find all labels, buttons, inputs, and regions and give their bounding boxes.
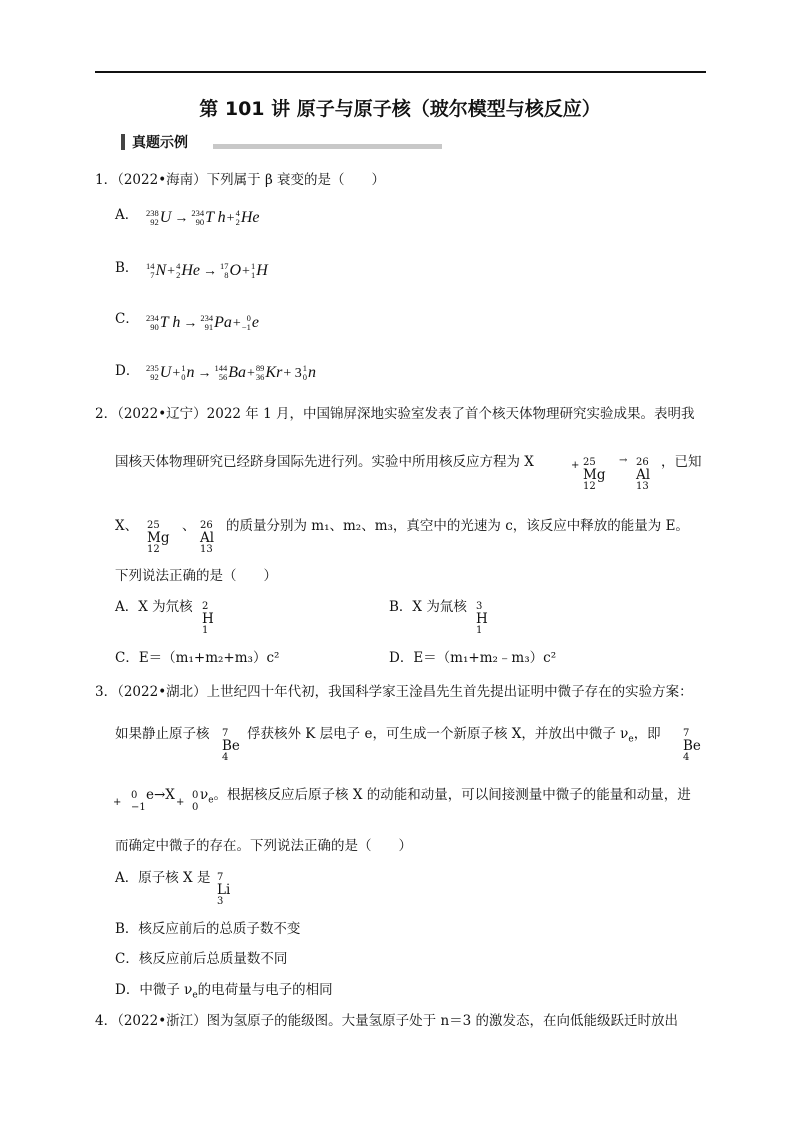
q3-option-a: A．原子核 X 是 [115,870,211,886]
q1-option-d-label: D． [115,363,140,379]
q3-line-4: 而确定中微子的存在。下列说法正确的是（ ） [115,838,412,854]
q2-option-a-nuclide: 2 H 1 [202,601,214,636]
q3-line-1: 3．（2022•湖北）上世纪四十年代初，我国科学家王淦昌先生首先提出证明中微子存在的实验方案： [95,684,693,700]
q3-line-3-plus1: + [113,797,122,808]
q2-line-2-arrow: → [619,455,628,466]
q1-stem: 1．（2022•海南）下列属于 β 衰变的是（ ） [95,172,386,188]
q3-line-3-e-numbers: 0 −1 [131,790,146,813]
q2-option-a: A．X 为氘核 [115,599,193,615]
top-rule [95,71,706,73]
q3-option-c: C．核反应前后总质量数不同 [115,951,288,967]
q2-option-b: B．X 为氚核 [389,599,467,615]
q1-option-c-equation: 234 90 T h → 234 91 Pa+ 0 −1 e [146,313,259,333]
q3-line-2-head: 如果静止原子核 [115,726,210,742]
q3-line-2-text: 俘获核外 K 层电子 e，可生成一个新原子核 X，并放出中微子 $\nu_e$，即 [247,726,661,745]
q3-line-3-text: $\nu_e$。根据核反应后原子核 X 的动能和动量，可以间接测量中微子的能量和动量，进 [200,787,691,806]
q2-line-3-text: 的质量分别为 m₁、m₂、m₃，真空中的光速为 c，该反应中释放的能量为 E。 [226,518,689,534]
q2-line-2-mg: 25 Mg 12 [583,457,606,492]
q3-line-2-be: 7 Be 4 [222,728,240,763]
q2-line-3-al: 26 Al 13 [200,520,215,555]
q3-option-a-nuclide: 7 Li 3 [217,872,231,907]
page-title: 第 101 讲 原子与原子核（玻尔模型与核反应） [199,98,601,120]
q1-option-a-equation: 238 92 U → 234 90 T h+ 4 2 He [146,208,260,228]
q2-line-3-head: X、 [115,518,139,534]
q3-line-3-e: e→X [146,787,175,803]
section-underline [213,144,442,149]
q1-option-b-label: B． [115,260,139,276]
q2-option-c: C．E＝（m₁+m₂+m₃）c² [115,650,280,666]
q3-line-2-be-end: 7 Be 4 [683,728,701,763]
section-marker [121,134,125,150]
q2-line-3-mg: 25 Mg 12 [147,520,170,555]
section-label: 真题示例 [132,135,188,151]
q1-option-c-label: C． [115,311,139,327]
q4-line-1: 4．（2022•浙江）图为氢原子的能级图。大量氢原子处于 n＝3 的激发态，在向低能级跃迁时放出 [95,1013,679,1029]
q1-option-b-equation: 14 7 N+ 4 2 He → 17 8 O+ 1 1 H [146,261,268,281]
q2-line-2-text: 国核天体物理研究已经跻身国际先进行列。实验中所用核反应方程为 X [115,454,534,470]
q3-option-b: B．核反应前后的总质子数不变 [115,921,301,937]
q3-line-3-nu-numbers: 0 0 [192,790,199,813]
q2-line-2-plus: + [571,460,580,471]
q2-line-2-tail: ，已知 [661,454,702,470]
q3-option-d: D．中微子 $\nu_e$的电荷量与电子的相同 [115,982,333,1001]
q2-option-d: D．E＝（m₁+m₂﹣m₃）c² [389,650,557,666]
q1-option-d-equation: 235 92 U+ 1 0 n → 144 56 Ba+ 89 36 Kr+ 3 1 0 n [146,363,316,383]
q2-line-1: 2．（2022•辽宁）2022 年 1 月，中国锦屏深地实验室发表了首个核天体物理研究实验成果。表明我 [95,406,695,422]
q2-line-2-al: 26 Al 13 [636,457,651,492]
q1-option-a-label: A． [115,207,139,223]
q2-line-4: 下列说法正确的是（ ） [115,568,277,584]
q3-line-3-plus2: + [176,797,185,808]
q2-option-b-nuclide: 3 H 1 [476,601,488,636]
q2-line-3-sep: 、 [182,518,196,534]
